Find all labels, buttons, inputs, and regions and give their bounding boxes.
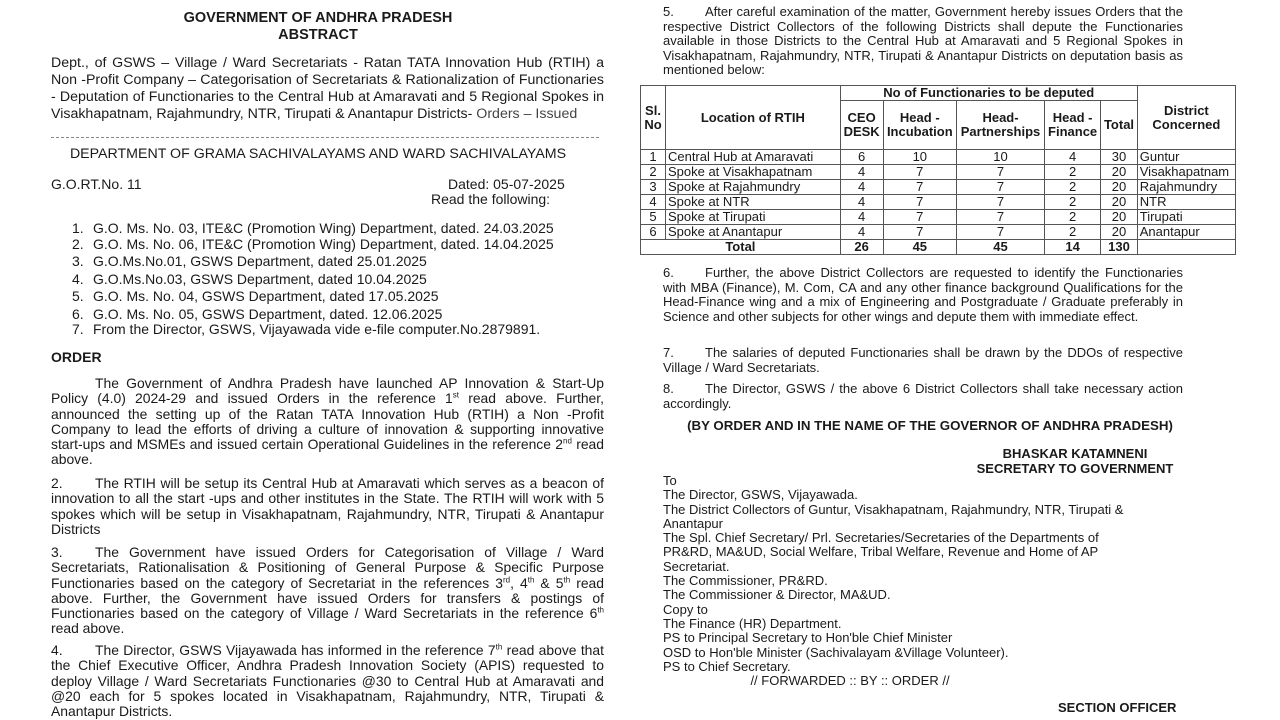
paragraph-3: 3. The Government have issued Orders for Categorisation of Village / Ward Secretariats, Rationalisation & Positioning of General Purpose & Specific Purpose Functionaries based on the category of Secretariat in the references 3rd, 4th & 5th read above. Further, the Government have issued Orders for transfers & postings of Functionaries based on the category of Village / Ward Secretariats in the reference 6th read above. <box>51 544 605 637</box>
subject-status: Orders – Issued <box>476 106 578 122</box>
department-name: DEPARTMENT OF GRAMA SACHIVALAYAMS AND WARD SACHIVALAYAMS <box>69 146 567 162</box>
distribution-item: The Commissioner, PR&RD. <box>663 573 828 589</box>
table-row: 2 Spoke at Visakhapatnam 4 7 7 2 20 Visakhapatnam <box>641 165 1236 180</box>
reference-item: 5. G.O. Ms. No. 04, GSWS Department, dated 17.05.2025 <box>72 288 439 304</box>
go-number: G.O.RT.No. 11 <box>51 176 142 192</box>
paragraph-4: 4. The Director, GSWS Vijayawada has informed in the reference 7th read above that the Chief Executive Officer, Andhra Pradesh Innovation Society (APIS) requested to deploy Village / Ward Secretariats Functionaries @30 to Central Hub at Amaravati and @20 each for 5 spokes located in Visakhapatnam, Rajahmundry, NTR, Tirupati & Anantapur Districts. <box>51 642 604 720</box>
distribution-item: The Commissioner & Director, MA&UD. <box>663 587 891 603</box>
reference-item: 4. G.O.Ms.No.03, GSWS Department, dated 10.04.2025 <box>72 270 427 287</box>
deputation-table <box>640 85 1236 255</box>
reference-item: 1. G.O. Ms. No. 03, ITE&C (Promotion Wing) Department, dated. 24.03.2025 <box>72 220 554 236</box>
table-row: 3 Spoke at Rajahmundry 4 7 7 2 20 Rajahmundry <box>641 180 1236 195</box>
subject-text: Dept., of GSWS – Village / Ward Secretariats - Ratan TATA Innovation Hub (RTIH) a Non -Profit Company – Categorisation of Secretariats & Rationalization of Functionaries - Deputation of Functionaries to the Central Hub at Amaravati and 5 Regional Spokes in Visakhapatnam, Rajahmundry, NTR, Tirupati & Anantapur Districts- <box>51 55 604 122</box>
section-officer: SECTION OFFICER <box>1058 700 1177 715</box>
signatory-name: BHASKAR KATAMNENI <box>1002 446 1148 461</box>
table-row: 5 Spoke at Tirupati 4 7 7 2 20 Tirupati <box>641 210 1236 225</box>
col-ceo-desk: CEO DESK <box>840 101 883 150</box>
left-page <box>0 0 636 720</box>
paragraph-7: 7. The salaries of deputed Functionaries shall be drawn by the DDOs of respective Village / Ward Secretariats. <box>663 345 1183 375</box>
col-head-incubation: Head - Incubation <box>883 101 957 150</box>
document-header <box>0 10 636 44</box>
distribution-item: To <box>663 473 677 488</box>
government-title: GOVERNMENT OF ANDHRA PRADESH <box>183 10 453 26</box>
paragraph-6: 6. Further, the above District Collectors are requested to identify the Functionaries with MBA (Finance), M. Com, CA and any other finance background Qualifications for the Head-Finance wing and a mix of Engineering and Postgraduate / Graduate preferably in Science and other subjects for other wings and depute them with immediate effect. <box>663 265 1183 324</box>
col-total: Total <box>1101 101 1138 150</box>
go-date: Dated: 05-07-2025 <box>448 176 565 192</box>
distribution-item: PS to Principal Secretary to Hon'ble Chief Minister <box>663 630 953 646</box>
reference-item: 2. G.O. Ms. No. 06, ITE&C (Promotion Wing) Department, dated. 14.04.2025 <box>72 235 554 252</box>
references-list <box>72 221 554 338</box>
col-sl-no: Sl. No <box>641 86 666 150</box>
read-following: Read the following: <box>431 191 551 207</box>
col-district: District Concerned <box>1137 86 1235 150</box>
col-group-functionaries: No of Functionaries to be deputed <box>840 86 1137 101</box>
by-order-line: (BY ORDER AND IN THE NAME OF THE GOVERNOR OF ANDHRA PRADESH) <box>687 418 1173 433</box>
col-location: Location of RTIH <box>665 86 840 150</box>
distribution-item: OSD to Hon'ble Minister (Sachivalayam &Village Volunteer). <box>663 644 1009 660</box>
forwarded-by-order: // FORWARDED :: BY :: ORDER // <box>750 673 950 688</box>
dashed-divider <box>51 137 599 138</box>
subject <box>51 55 604 123</box>
paragraph-8: 8. The Director, GSWS / the above 6 District Collectors shall take necessary action accordingly. <box>663 381 1183 411</box>
distribution-item: The Finance (HR) Department. <box>663 615 842 631</box>
distribution-list <box>663 474 1183 674</box>
table-row: 1 Central Hub at Amaravati 6 10 10 4 30 Guntur <box>641 150 1236 165</box>
distribution-item: The Spl. Chief Secretary/ Prl. Secretaries/Secretaries of the Departments of PR&RD, MA&UD, Social Welfare, Tribal Welfare, Revenue and Home of AP Secretariat. <box>663 530 1099 574</box>
table-total-row: Total 26 45 45 14 130 <box>641 240 1236 255</box>
distribution-item: The Director, GSWS, Vijayawada. <box>663 487 858 503</box>
order-heading: ORDER <box>51 349 102 365</box>
signatory-title: SECRETARY TO GOVERNMENT <box>976 461 1174 476</box>
reference-item: 3. G.O.Ms.No.01, GSWS Department, dated 25.01.2025 <box>72 253 427 269</box>
table-row: 4 Spoke at NTR 4 7 7 2 20 NTR <box>641 195 1236 210</box>
col-head-partnerships: Head- Partnerships <box>957 101 1045 150</box>
distribution-item: Copy to <box>663 601 708 617</box>
distribution-item: PS to Chief Secretary. <box>663 658 791 674</box>
col-head-finance: Head - Finance <box>1044 101 1100 150</box>
table-row: 6 Spoke at Anantapur 4 7 7 2 20 Anantapur <box>641 225 1236 240</box>
reference-item: 7. From the Director, GSWS, Vijayawada vide e-file computer.No.2879891. <box>72 321 541 337</box>
paragraph-1: The Government of Andhra Pradesh have launched AP Innovation & Start-Up Policy (4.0) 2024-29 and issued Orders in the reference 1st read above. Further, announced the setting up of the Ratan TATA Innovation Hub (RTIH) a Non -Profit Company to lead the efforts of driving a culture of innovation & supporting innovative start-ups and MSMEs and issued certain Operational Guidelines in the reference 2nd read above. <box>51 375 604 468</box>
signatory-block <box>900 446 1250 476</box>
reference-item: 6. G.O. Ms. No. 05, GSWS Department, dated. 12.06.2025 <box>72 305 443 322</box>
paragraph-5: 5. After careful examination of the matter, Government hereby issues Orders that the respective District Collectors of the following Districts shall depute the Functionaries available in those Districts to the Central Hub at Amaravati and 5 Regional Spokes in Visakhapatnam, Rajahmundry, NTR, Tirupati & Anantapur Districts on deputation basis as mentioned below: <box>663 4 1183 78</box>
paragraph-2: 2. The RTIH will be setup its Central Hub at Amaravati which serves as a beacon of innovation to all the start -ups and other institutes in the State. The RTIH will work with 5 spokes which will be setup in Visakhapatnam, Rajahmundry, NTR, Tirupati & Anantapur Districts <box>51 475 604 537</box>
abstract-title: ABSTRACT <box>278 27 358 43</box>
distribution-item: The District Collectors of Guntur, Visakhapatnam, Rajahmundry, NTR, Tirupati & Anantapur <box>663 501 1124 531</box>
